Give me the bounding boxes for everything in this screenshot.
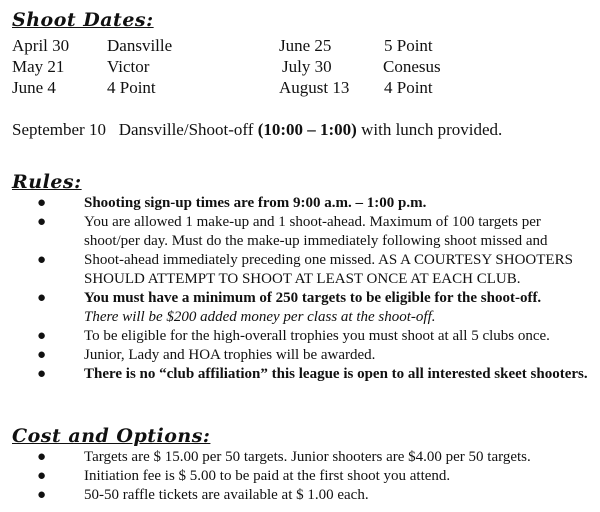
rule-item [0,365,600,384]
rule-item [0,213,600,251]
bullet-icon: ● [37,347,47,363]
september-place: Dansville/Shoot-off [118,120,254,139]
cost-options-heading: Cost and Options: [12,425,211,447]
rule-text: Shooting sign-up times are from 9:00 a.m. – 1:00 p.m. [84,195,427,211]
date-cell: June 4 [12,78,56,97]
cost-item [0,486,600,505]
cost-item [0,467,600,486]
location-cell: Victor [107,57,150,76]
bullet-icon: ● [37,195,47,211]
september-suffix: with lunch provided. [361,120,503,139]
rule-text: To be eligible for the high-overall trophies you must shoot at all 5 clubs once. [84,328,550,344]
date-cell: June 25 [279,36,332,55]
cost-text: 50-50 raffle tickets are available at $ 1.00 each. [84,487,369,503]
date-cell: April 30 [12,36,70,55]
shoot-dates-heading: Shoot Dates: [12,9,154,31]
rule-text: You must have a minimum of 250 targets to be eligible for the shoot-off. [84,290,542,306]
bullet-icon: ● [37,366,47,382]
rule-item [0,346,600,365]
location-cell: Dansville [107,36,173,55]
rule-note: There will be $200 added money per class at the shoot-off. [84,309,436,325]
bullet-icon: ● [37,290,47,306]
bullet-icon: ● [37,487,47,503]
rule-item [0,289,600,327]
rule-text: Junior, Lady and HOA trophies will be awarded. [84,347,376,363]
bullet-icon: ● [37,449,47,465]
rule-text: There is no “club affiliation” this league is open to all interested skeet shooters. [84,366,588,382]
rules-list [0,194,600,384]
cost-text: Initiation fee is $ 5.00 to be paid at the first shoot you attend. [84,468,451,484]
rules-heading: Rules: [12,171,82,193]
date-cell: May 21 [12,57,65,76]
cost-text: Targets are $ 15.00 per 50 targets. Junior shooters are $4.00 per 50 targets. [84,449,531,465]
rule-item [0,194,600,213]
september-shoot-line [12,120,502,140]
location-cell: 4 Point [107,78,156,97]
rule-item [0,251,600,289]
rule-item [0,327,600,346]
cost-list [0,448,600,505]
bullet-icon: ● [37,328,47,344]
september-date: September 10 [12,120,106,139]
bullet-icon: ● [37,214,47,230]
september-time: (10:00 – 1:00) [257,120,357,139]
date-cell: July 30 [282,57,332,76]
bullet-icon: ● [37,252,47,268]
rule-text: You are allowed 1 make-up and 1 shoot-ahead. Maximum of 100 targets per shoot/per day. Must do the make-up immediately following shoot missed and [84,214,548,249]
location-cell: 5 Point [384,36,433,55]
rule-text: Shoot-ahead immediately preceding one missed. AS A COURTESY SHOOTERS SHOULD ATTEMPT TO SHOOT AT LEAST ONCE AT EACH CLUB. [84,252,573,287]
location-cell: Conesus [383,57,441,76]
location-cell: 4 Point [384,78,433,97]
cost-item [0,448,600,467]
date-cell: August 13 [279,78,350,97]
bullet-icon: ● [37,468,47,484]
